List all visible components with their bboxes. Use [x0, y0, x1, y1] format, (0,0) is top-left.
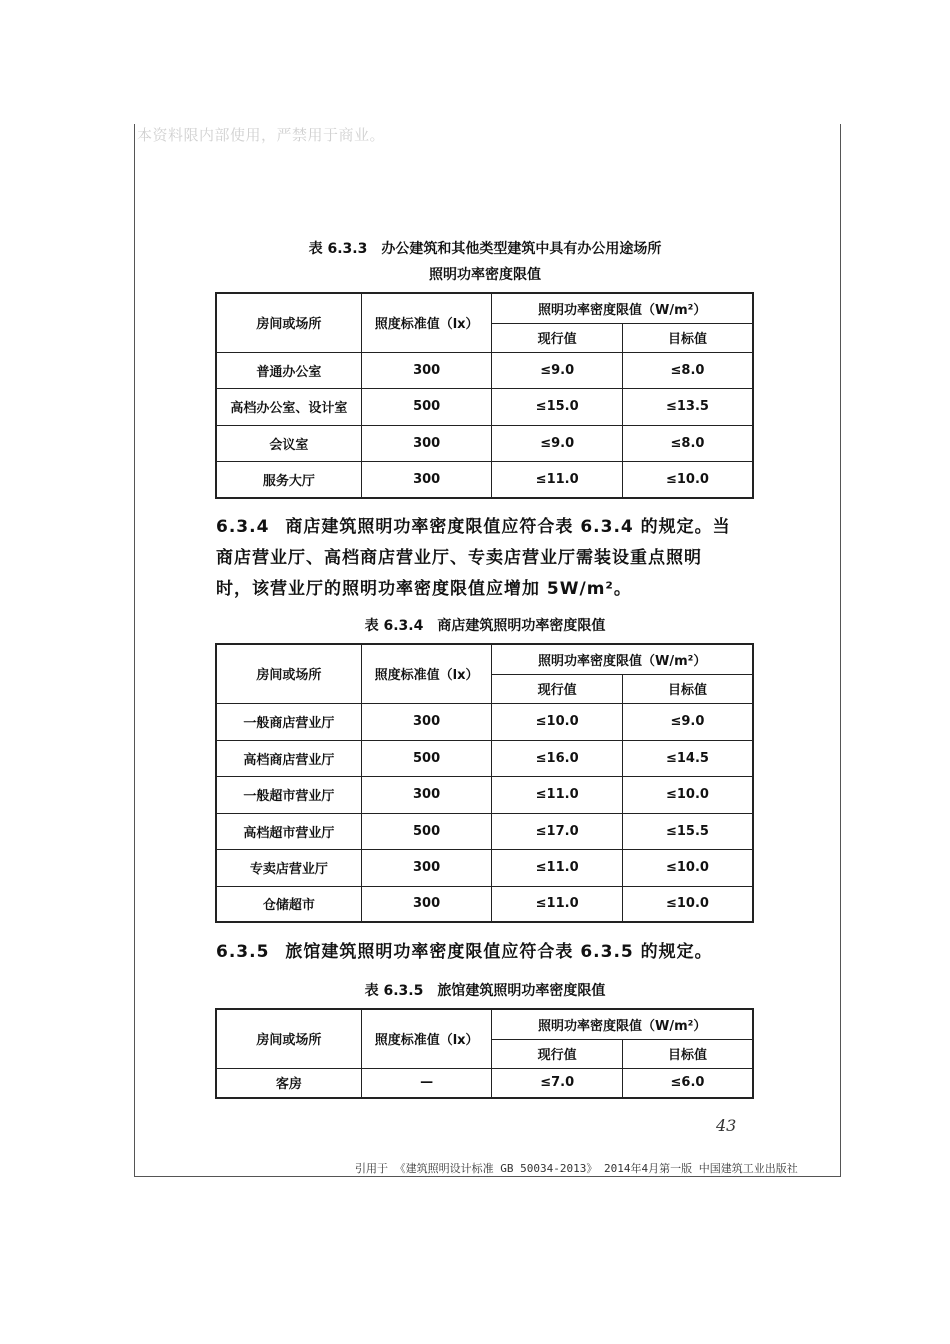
header-target: 目标值: [622, 674, 753, 703]
clause-634-line2: 商店营业厅、高档商店营业厅、专卖店营业厅需装设重点照明: [216, 548, 702, 568]
cell-lux: 300: [361, 849, 492, 886]
cell-current: ≤17.0: [492, 813, 623, 849]
table-633-title-line1: 办公建筑和其他类型建筑中具有办公用途场所: [381, 241, 662, 257]
clause-635-text: 旅馆建筑照明功率密度限值应符合表 6.3.5 的规定。: [285, 942, 713, 962]
cell-target: ≤15.5: [622, 813, 753, 849]
header-room: 房间或场所: [216, 644, 361, 703]
clause-634-line1: 商店建筑照明功率密度限值应符合表 6.3.4 的规定。当: [285, 517, 731, 537]
table-row: [216, 776, 753, 813]
cell-target: ≤8.0: [622, 425, 753, 461]
table-row: [216, 849, 753, 886]
cell-room: 服务大厅: [216, 461, 361, 498]
table-633-caption: [216, 236, 754, 288]
table-row: [216, 461, 753, 498]
table-row: [216, 740, 753, 776]
cell-room: 高档超市营业厅: [216, 813, 361, 849]
cell-lux: 500: [361, 740, 492, 776]
header-illuminance: 照度标准值（lx）: [361, 644, 492, 703]
header-lpd: 照明功率密度限值（W/m²）: [492, 1009, 753, 1039]
header-current: 现行值: [492, 1039, 623, 1068]
cell-room: 客房: [216, 1068, 361, 1098]
cell-current: ≤11.0: [492, 849, 623, 886]
clause-635: [216, 937, 756, 968]
header-room: 房间或场所: [216, 1009, 361, 1068]
cell-target: ≤6.0: [622, 1068, 753, 1098]
clause-634: [216, 512, 756, 605]
header-lpd: 照明功率密度限值（W/m²）: [492, 644, 753, 674]
table-row: [216, 425, 753, 461]
cell-room: 普通办公室: [216, 352, 361, 388]
cell-lux: 300: [361, 352, 492, 388]
table-635: [215, 1008, 754, 1099]
table-row: [216, 1068, 753, 1098]
cell-current: ≤11.0: [492, 886, 623, 922]
watermark: 本资料限内部使用，严禁用于商业。: [137, 126, 386, 144]
header-current: 现行值: [492, 323, 623, 352]
cell-lux: 300: [361, 776, 492, 813]
cell-room: 专卖店营业厅: [216, 849, 361, 886]
table-634-number: 表 6.3.4: [364, 618, 424, 634]
table-634: [215, 643, 754, 923]
cell-room: 高档办公室、设计室: [216, 388, 361, 425]
cell-target: ≤10.0: [622, 849, 753, 886]
footer-citation: 引用于 《建筑照明设计标准 GB 50034-2013》 2014年4月第一版 中国建筑工业出版社: [355, 1162, 798, 1175]
cell-current: ≤10.0: [492, 703, 623, 740]
header-lpd: 照明功率密度限值（W/m²）: [492, 293, 753, 323]
cell-current: ≤9.0: [492, 425, 623, 461]
table-row: [216, 352, 753, 388]
header-current: 现行值: [492, 674, 623, 703]
cell-target: ≤10.0: [622, 776, 753, 813]
cell-room: 仓储超市: [216, 886, 361, 922]
cell-target: ≤10.0: [622, 461, 753, 498]
cell-current: ≤11.0: [492, 776, 623, 813]
cell-lux: 500: [361, 813, 492, 849]
table-635-number: 表 6.3.5: [364, 983, 424, 999]
cell-current: ≤7.0: [492, 1068, 623, 1098]
table-row: [216, 813, 753, 849]
table-635-title: 旅馆建筑照明功率密度限值: [437, 983, 606, 999]
page-number: 43: [716, 1116, 737, 1135]
clause-634-number: 6.3.4: [216, 517, 270, 537]
header-room: 房间或场所: [216, 293, 361, 352]
cell-target: ≤8.0: [622, 352, 753, 388]
clause-635-number: 6.3.5: [216, 942, 270, 962]
clause-634-line3: 时，该营业厅的照明功率密度限值应增加 5W/m²。: [216, 579, 632, 599]
cell-room: 一般超市营业厅: [216, 776, 361, 813]
table-635-caption: [216, 978, 754, 1004]
cell-lux: —: [361, 1068, 492, 1098]
cell-current: ≤9.0: [492, 352, 623, 388]
cell-room: 高档商店营业厅: [216, 740, 361, 776]
table-633: [215, 292, 754, 499]
cell-target: ≤9.0: [622, 703, 753, 740]
cell-current: ≤15.0: [492, 388, 623, 425]
header-target: 目标值: [622, 323, 753, 352]
cell-lux: 300: [361, 461, 492, 498]
cell-lux: 300: [361, 703, 492, 740]
table-row: [216, 886, 753, 922]
table-row: [216, 388, 753, 425]
table-633-number: 表 6.3.3: [308, 241, 368, 257]
cell-room: 一般商店营业厅: [216, 703, 361, 740]
header-illuminance: 照度标准值（lx）: [361, 1009, 492, 1068]
cell-target: ≤14.5: [622, 740, 753, 776]
cell-target: ≤13.5: [622, 388, 753, 425]
table-633-title-line2: 照明功率密度限值: [429, 267, 541, 283]
cell-lux: 300: [361, 425, 492, 461]
header-illuminance: 照度标准值（lx）: [361, 293, 492, 352]
cell-lux: 500: [361, 388, 492, 425]
cell-target: ≤10.0: [622, 886, 753, 922]
table-634-title: 商店建筑照明功率密度限值: [437, 618, 606, 634]
header-target: 目标值: [622, 1039, 753, 1068]
cell-current: ≤11.0: [492, 461, 623, 498]
cell-lux: 300: [361, 886, 492, 922]
table-row: [216, 703, 753, 740]
cell-room: 会议室: [216, 425, 361, 461]
cell-current: ≤16.0: [492, 740, 623, 776]
table-634-caption: [216, 613, 754, 639]
